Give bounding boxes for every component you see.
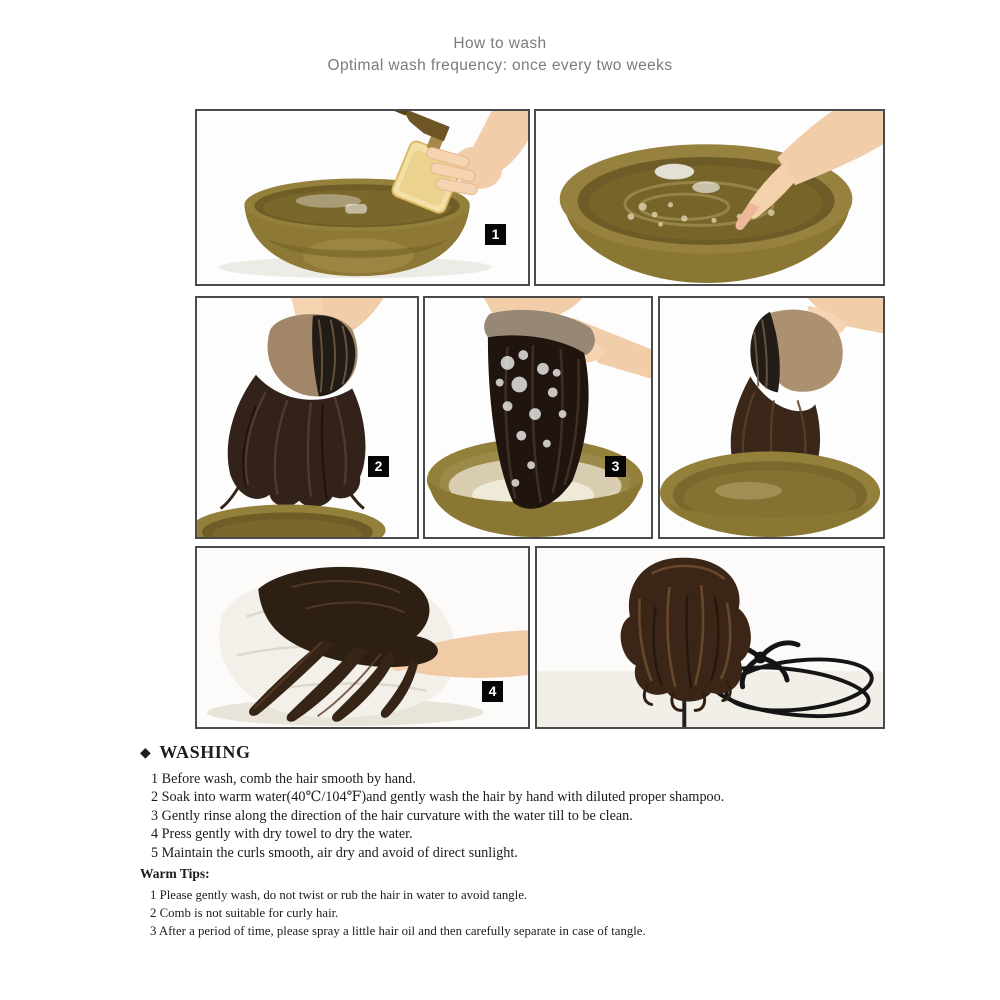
photo-step2-lather-wig (423, 296, 653, 539)
photo-step1-mix-water (534, 109, 885, 286)
photo-step2-wig-over-bowl (195, 296, 419, 539)
title-line-1: How to wash (453, 35, 547, 52)
washing-heading (140, 742, 900, 763)
photo-step4-towel-dry (195, 546, 530, 729)
page-title (0, 33, 1000, 77)
washing-heading-label: WASHING (159, 742, 251, 762)
washing-step: 1 Before wash, comb the hair smooth by hand. (151, 771, 416, 787)
warm-tip: 1 Please gently wash, do not twist or rub the hair in water to avoid tangle. (150, 888, 528, 902)
washing-step: 4 Press gently with dry towel to dry the water. (151, 826, 413, 843)
washing-step: 3 Gently rinse along the direction of the hair curvature with the water till to be clean. (151, 807, 633, 824)
diamond-icon: ◆ (140, 744, 152, 761)
title-line-2: Optimal wash frequency: once every two weeks (327, 57, 673, 74)
photo-step3-rinse-wig (658, 296, 885, 539)
photo-step1-pour-shampoo (195, 109, 530, 286)
step-badge-2: 2 (368, 456, 389, 477)
step-badge-4: 4 (482, 681, 503, 702)
washing-step: 2 Soak into warm water(40℃/104℉)and gently wash the hair by hand with diluted proper shampoo. (151, 789, 725, 806)
step-badge-3: 3 (605, 456, 626, 477)
photo-step5-air-dry-stand (535, 546, 885, 729)
step-badge-1: 1 (485, 224, 506, 245)
warm-tips-heading: Warm Tips: (140, 866, 210, 881)
washing-section (140, 742, 900, 862)
warm-tip: 3 After a period of time, please spray a little hair oil and then carefully separate in case of tangle. (150, 923, 646, 938)
washing-step: 5 Maintain the curls smooth, air dry and avoid of direct sunlight. (151, 844, 518, 861)
warm-tips-section (140, 866, 920, 940)
warm-tip: 2 Comb is not suitable for curly hair. (150, 905, 339, 920)
